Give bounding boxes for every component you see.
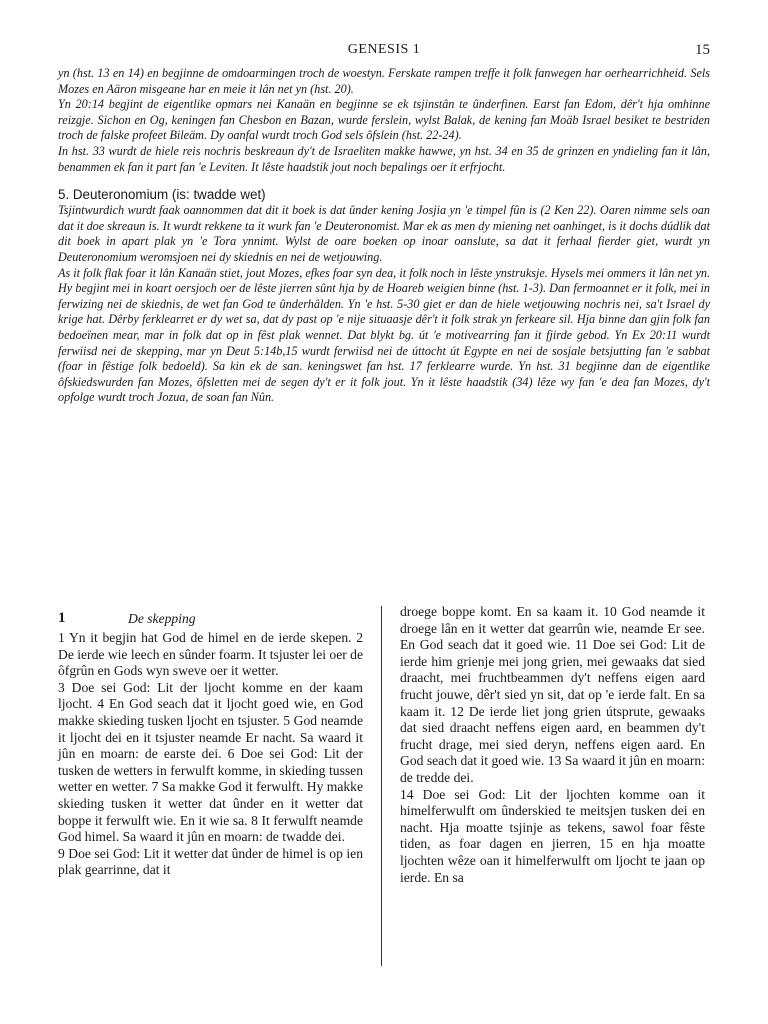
intro-paragraph: yn (hst. 13 en 14) en begjinne de omdoarmingen troch de woestyn. Ferskate rampen treffe it folk fanwegen har oerhearrichheid. Sels Mozes en Aäron misgeane har en meie it lân net yn (hst. 20). [58,66,710,96]
chapter-heading [58,610,363,628]
verse-paragraph: 1 Yn it begjin hat God de himel en de ierde skepen. 2 De ierde wie leech en sûnder foarm. It tsjuster lei oer de ôfgrûn en Gods wyn sweve oer it wetter. [58,630,363,679]
verse-paragraph: 14 Doe sei God: Lit der ljochten komme oan it himelferwulft om ûnderskied te meitsjen tusken dei en nacht. Hja moatte tsjinje as tekens, sawol foar fêste tiden, as foar dagen en jierren, 15 en hja moatte ljochten wêze oan it himelferwulft om ljocht te jaan op ierde. En sa [400,786,705,885]
intro-paragraph: Tsjintwurdich wurdt faak oannommen dat dit it boek is dat ûnder kening Josjia yn 'e timpel fûn is (2 Ken 22). Oaren nimme sels oan dat it doe skreaun is. It wurdt rekkene ta it wurk fan 'e Deuteronomist. Mar ek as men dy miening net oanhinget, is it dochs dúdlik dat dit boek in apart plak yn 'e Tora ynnimt. Wylst de oare boeken op inoar oanslute, sa dat it ferhaal fierder giet, wurdt yn Deuteronomium weromsjoen nei dy skiednis en nei de wetjouwing. [58,203,710,264]
intro-paragraph: In hst. 33 wurdt de hiele reis nochris beskreaun dy't de Israeliten makke hawwe, yn hst. 34 en 35 de grinzen en yndieling fan it lân, benammen ek fan it part fan 'e Leviten. It lêste haadstik jout noch bepalings oer it erfrjocht. [58,143,710,174]
page-header [58,42,710,62]
column-divider [381,606,382,966]
intro-paragraph: As it folk flak foar it lân Kanaän stiet, jout Mozes, efkes foar syn dea, it folk noch in lêste ynstruksje. Hysels mei ommers it lân net yn. Hy begjint mei in koart oersjoch oer de lêste jierren sûnt hja by de Hoareb weigien binne (hst. 1-3). Dan fermoannet er it folk, mei in ferwizing nei de skiednis, de wet fan God te ûnderhâlden. Yn 'e hst. 5-30 giet er dan de hiele wetjouwing nochris nei, sa't Israel dy krige hat. Dêrby ferklearret er dy wet sa, dat dy past op 'e nije situaasje dêr't it folk strak yn ferkeare sil. Hja binne dan gjin folk fan bedoeïnen mear, mar in folk dat op in fêst plak wennet. Dat blykt bg. út 'e motivearring fan it fjirde gebod. Yn Ex 20:11 wurdt ferwiisd nei de skepping, mar yn Deut 5:14b,15 wurdt ferwiisd nei de úttocht út Egypte en nei de sosjale betsjutting fan 'e sabbat (foar in fêstige folk bedoeld). Sa kin ek de san. keningswet fan hst. 17 ferklearre wurde. Yn hst. 31 begjinne dan de eigentlike ôfskiedswurden fan Mozes, ôfsletten mei de segen dy't er it folk jout. Yn it lêste haadstik (34) lêze wy fan 'e dea fan Mozes, dy't opfolge wurdt troch Jozua, de soan fan Nûn. [58,265,710,405]
verse-paragraph: 9 Doe sei God: Lit it wetter dat ûnder de himel is op ien plak gearrinne, dat it [58,845,363,878]
chapter-columns [58,604,710,974]
right-column [400,604,705,886]
running-title: GENESIS 1 [347,42,421,57]
section-heading: 5. Deuteronomium (is: twadde wet) [58,187,266,203]
verse-paragraph: 3 Doe sei God: Lit der ljocht komme en der kaam ljocht. 4 En God seach dat it ljocht goed wie, en God makke skieding tusken ljocht en tsjuster. 5 God neamde it ljocht dei en it tsjuster neamde Er nacht. Sa waard it jûn en moarn: de earste dei. 6 Doe sei God: Lit der tusken de wetters in ferwulft komme, in skieding tussen wetter en wetter. 7 Sa makke God it ferwulft. Hy makke skieding tusken it wetter dat ûnder en it wetter dat boppe it ferwulft wie. En it wie sa. 8 It ferwulft neamde God himel. Sa waard it jûn en moarn: de twadde dei. [58,679,364,845]
left-column [58,610,363,879]
introduction-text [58,66,710,406]
chapter-title: De skepping [128,611,196,626]
page-number: 15 [695,42,710,58]
intro-paragraph: Yn 20:14 begjint de eigentlike opmars nei Kanaän en begjinne se ek tsjinstân te ûnderfinen. Earst fan Edom, dêr't hja omhinne reizgje. Sichon en Og, keningen fan Chesbon en Bazan, wurde ferslein, wylst Balak, de kening fan Moäb Israel besiket te bestriden troch de falske profeet Bileäm. Dy oanfal wurdt troch God sels ôfslein (hst. 22-24). [58,97,710,143]
chapter-number: 1 [58,610,66,626]
verse-paragraph: droege boppe komt. En sa kaam it. 10 God neamde it droege lân en it wetter dat gearrûn wie, neamde Er see. En God seach dat it goed wie. 11 Doe sei God: Lit de ierde him grienje mei jong grien, mei gewaaks dat sied draacht, mei fruchtbeammen dy't neffens eigen aard frucht jouwe, dêr't sied yn sit, dat op 'e ierde falt. En sa kaam it. 12 De ierde liet jong grien útsprute, gewaaks dat sied draacht neffens eigen aard, en beammen dy't frucht drage, mei sied deryn, neffens eigen aard. En God seach dat it goed wie. 13 Sa waard it jûn en moarn: de tredde dei. [400,604,705,785]
